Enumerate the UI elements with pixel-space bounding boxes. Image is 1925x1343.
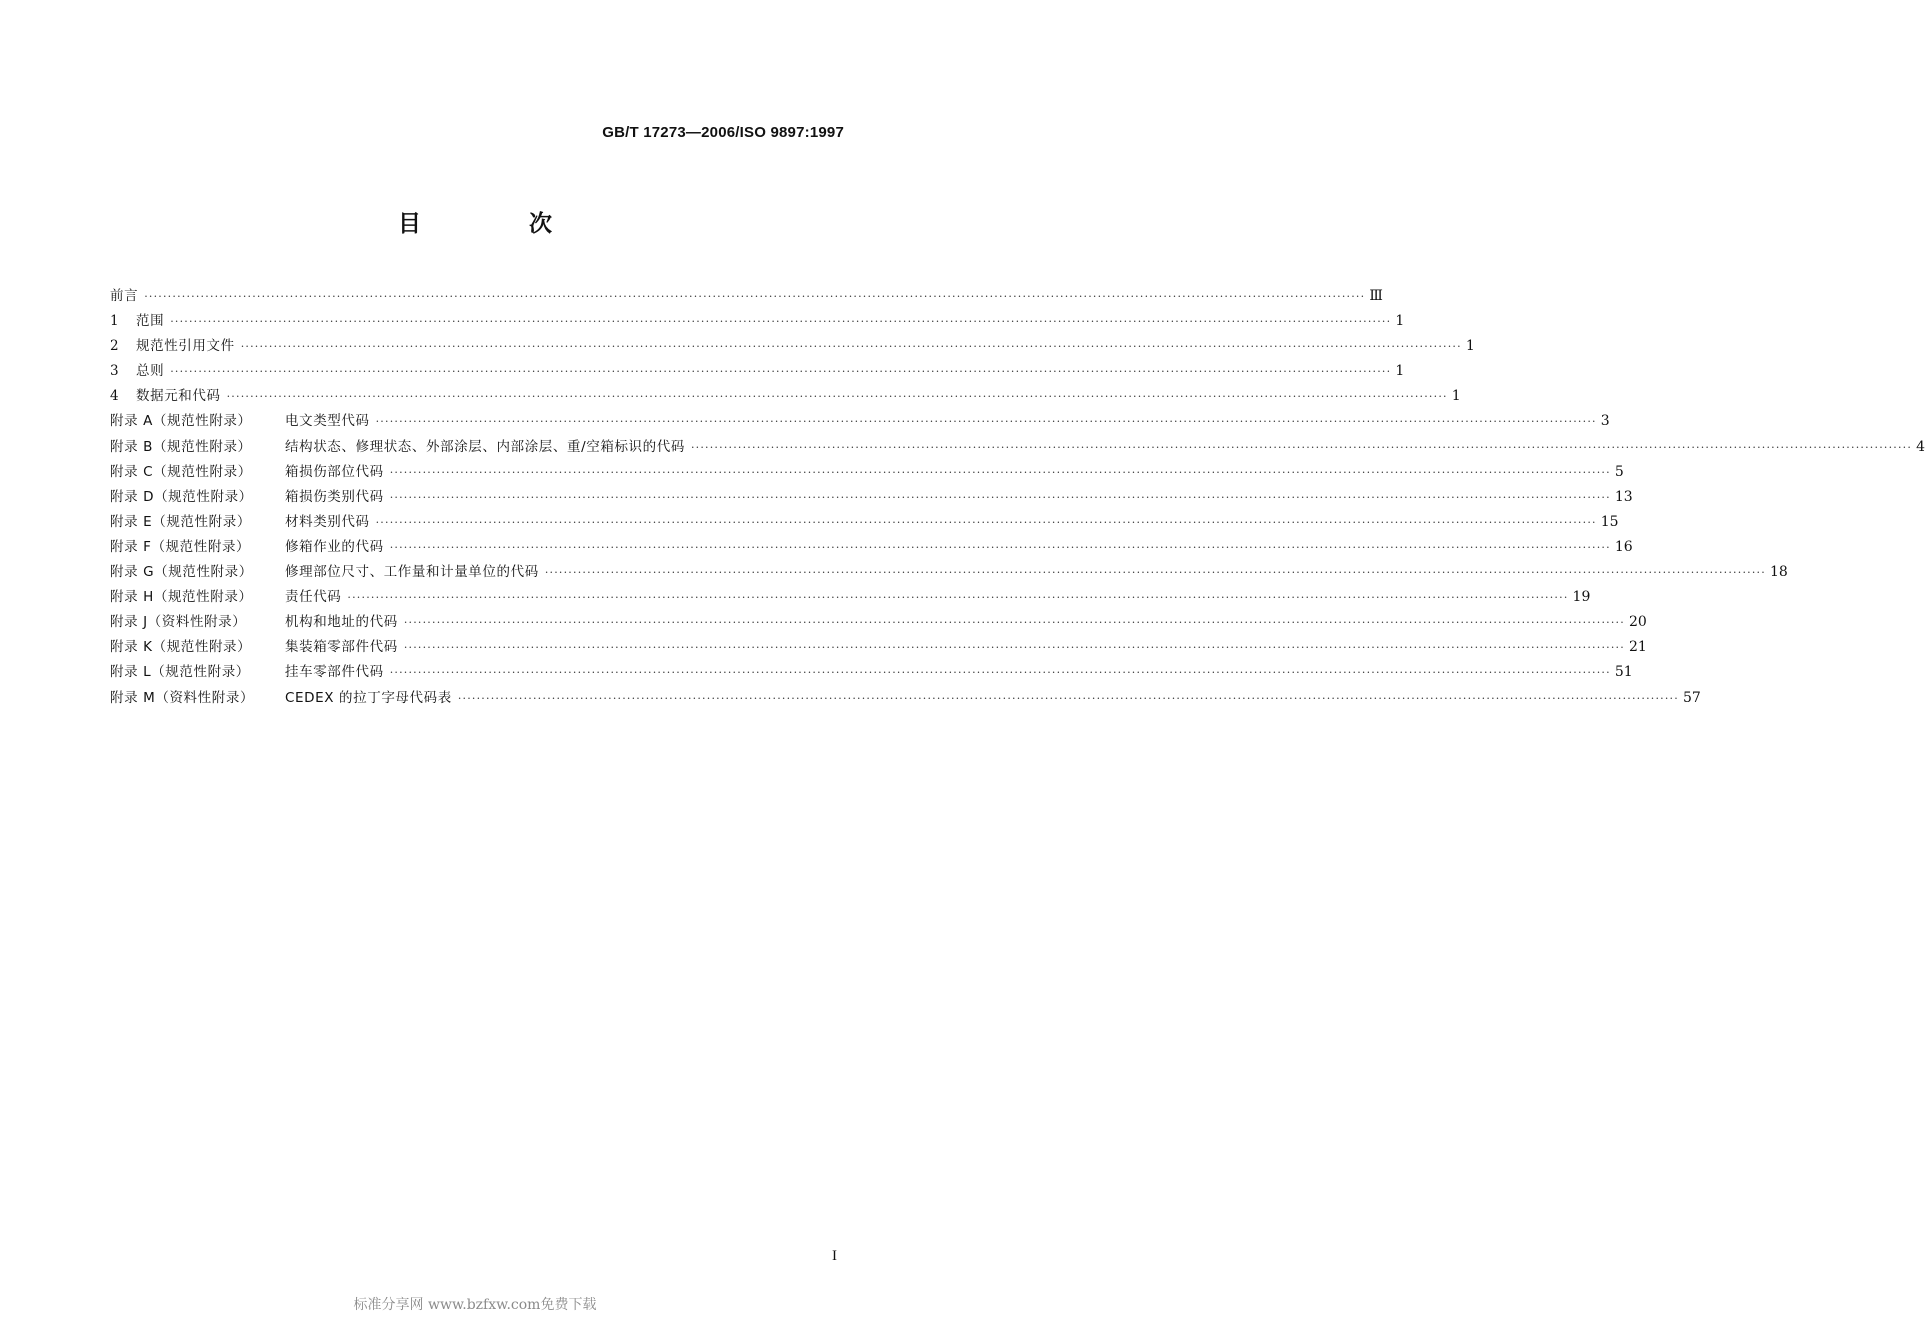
- toc-entry-label: [110, 560, 539, 585]
- dot-leader: ····································································································································································································································································: [375, 415, 1597, 429]
- standard-code: GB/T 17273—2006/ISO 9897:1997: [602, 124, 844, 141]
- toc-entry[interactable]: [110, 635, 1647, 660]
- toc-entry-label: [110, 610, 398, 635]
- toc-entry-title: 范围: [136, 313, 165, 330]
- toc-entry-label: [110, 535, 384, 560]
- toc-entry-label: [110, 384, 221, 409]
- dot-leader: ····································································································································································································································································: [403, 616, 1625, 630]
- toc-entry-title: CEDEX 的拉丁字母代码表: [285, 689, 452, 706]
- dot-leader: ····································································································································································································································································: [375, 515, 1597, 529]
- toc-entry[interactable]: [110, 435, 1925, 460]
- toc-entry-number: 1: [110, 313, 120, 330]
- toc-entry[interactable]: [110, 660, 1633, 685]
- toc-entry-page: 51: [1614, 664, 1633, 681]
- toc-entry-page: 4: [1916, 438, 1925, 455]
- toc-entry-page: 57: [1682, 689, 1701, 706]
- toc-entry[interactable]: [110, 610, 1647, 635]
- toc-entry-label: [110, 686, 452, 711]
- dot-leader: ····································································································································································································································································: [690, 440, 1913, 454]
- dot-leader: ····································································································································································································································································: [170, 315, 1392, 329]
- toc-entry-annex: 附录 D（规范性附录）: [110, 488, 253, 505]
- watermark-footer: 标准分享网 www.bzfxw.com免费下载: [353, 1297, 597, 1313]
- toc-entry-title: 箱损伤类别代码: [285, 488, 384, 505]
- toc-entry-label: [110, 435, 685, 460]
- toc-entry-annex: 附录 A（规范性附录）: [110, 413, 252, 430]
- toc-entry-annex: 附录 K（规范性附录）: [110, 639, 252, 656]
- toc-entry-label: [110, 409, 370, 434]
- toc-entry-page: 1: [1465, 338, 1475, 355]
- toc-entry-title: 集装箱零部件代码: [285, 639, 398, 656]
- toc-entry-number: 4: [110, 388, 120, 405]
- toc-entry[interactable]: [110, 409, 1610, 434]
- dot-leader: ····································································································································································································································································: [389, 666, 1611, 680]
- toc-entry-annex: 附录 J（资料性附录）: [110, 614, 247, 631]
- toc-entry-label: [110, 635, 398, 660]
- toc-entry-title: 规范性引用文件: [136, 338, 235, 355]
- table-of-contents: [110, 284, 1925, 711]
- toc-entry-page: 20: [1628, 614, 1647, 631]
- toc-entry-title: 修理部位尺寸、工作量和计量单位的代码: [285, 564, 539, 581]
- toc-entry-title: 数据元和代码: [136, 388, 221, 405]
- dot-leader: ····································································································································································································································································: [226, 390, 1448, 404]
- toc-entry-annex: 附录 M（资料性附录）: [110, 689, 255, 706]
- toc-entry-page: 13: [1614, 488, 1633, 505]
- dot-leader: ····································································································································································································································································: [347, 591, 1569, 605]
- toc-entry-label: [110, 660, 384, 685]
- toc-entry-title: 电文类型代码: [285, 413, 370, 430]
- toc-entry-label: [110, 460, 384, 485]
- toc-entry-title: 前言: [110, 288, 139, 304]
- toc-entry-page: 18: [1769, 564, 1788, 581]
- toc-entry-title: 总则: [136, 363, 165, 380]
- toc-entry-page: 5: [1614, 463, 1624, 480]
- dot-leader: ····································································································································································································································································: [170, 365, 1392, 379]
- toc-entry-annex: 附录 B（规范性附录）: [110, 438, 252, 455]
- toc-entry-title: 机构和地址的代码: [285, 614, 398, 631]
- toc-entry-label: [110, 284, 138, 309]
- toc-entry-page: 3: [1600, 413, 1610, 430]
- toc-entry[interactable]: [110, 284, 1383, 309]
- toc-entry-annex: 附录 H（规范性附录）: [110, 589, 253, 606]
- dot-leader: ····································································································································································································································································: [544, 566, 1766, 580]
- toc-entry-page: 1: [1451, 388, 1461, 405]
- toc-entry-annex: 附录 G（规范性附录）: [110, 564, 253, 581]
- toc-entry-label: [110, 585, 341, 610]
- toc-entry-page: 1: [1395, 363, 1405, 380]
- toc-entry-label: [110, 359, 164, 384]
- toc-entry-page: 19: [1572, 589, 1591, 606]
- toc-entry-page: Ⅲ: [1369, 288, 1383, 304]
- toc-entry-annex: 附录 C（规范性附录）: [110, 463, 252, 480]
- toc-entry[interactable]: [110, 560, 1788, 585]
- toc-entry[interactable]: [110, 686, 1701, 711]
- toc-entry-title: 箱损伤部位代码: [285, 463, 384, 480]
- toc-entry-title: 责任代码: [285, 589, 342, 606]
- dot-leader: ····································································································································································································································································: [389, 540, 1611, 554]
- toc-title: 目 次: [397, 211, 602, 237]
- toc-entry[interactable]: [110, 309, 1405, 334]
- toc-entry[interactable]: [110, 510, 1619, 535]
- toc-entry[interactable]: [110, 359, 1405, 384]
- toc-entry[interactable]: [110, 460, 1624, 485]
- toc-entry-label: [110, 510, 370, 535]
- toc-entry-title: 结构状态、修理状态、外部涂层、内部涂层、重/空箱标识的代码: [285, 438, 685, 455]
- toc-entry[interactable]: [110, 585, 1591, 610]
- dot-leader: ····································································································································································································································································: [403, 641, 1625, 655]
- toc-entry-label: [110, 334, 235, 359]
- toc-entry-annex: 附录 L（规范性附录）: [110, 664, 250, 681]
- dot-leader: ····································································································································································································································································: [240, 340, 1462, 354]
- toc-entry-title: 挂车零部件代码: [285, 664, 384, 681]
- toc-entry-title: 材料类别代码: [285, 513, 370, 530]
- toc-entry-page: 1: [1395, 313, 1405, 330]
- toc-entry-page: 21: [1628, 639, 1647, 656]
- toc-entry[interactable]: [110, 535, 1633, 560]
- toc-entry-title: 修箱作业的代码: [285, 538, 384, 555]
- dot-leader: ····································································································································································································································································: [144, 290, 1366, 303]
- toc-entry-label: [110, 485, 384, 510]
- toc-entry[interactable]: [110, 384, 1461, 409]
- toc-entry[interactable]: [110, 485, 1633, 510]
- toc-entry-page: 16: [1614, 538, 1633, 555]
- toc-entry-annex: 附录 F（规范性附录）: [110, 538, 251, 555]
- toc-entry-label: [110, 309, 164, 334]
- dot-leader: ····································································································································································································································································: [389, 465, 1611, 479]
- toc-entry-number: 3: [110, 363, 120, 380]
- toc-entry-annex: 附录 E（规范性附录）: [110, 513, 251, 530]
- toc-entry-page: 15: [1600, 513, 1619, 530]
- page-number: I: [832, 1248, 837, 1264]
- toc-entry[interactable]: [110, 334, 1475, 359]
- toc-entry-number: 2: [110, 338, 120, 355]
- dot-leader: ····································································································································································································································································: [457, 691, 1679, 705]
- dot-leader: ····································································································································································································································································: [389, 490, 1611, 504]
